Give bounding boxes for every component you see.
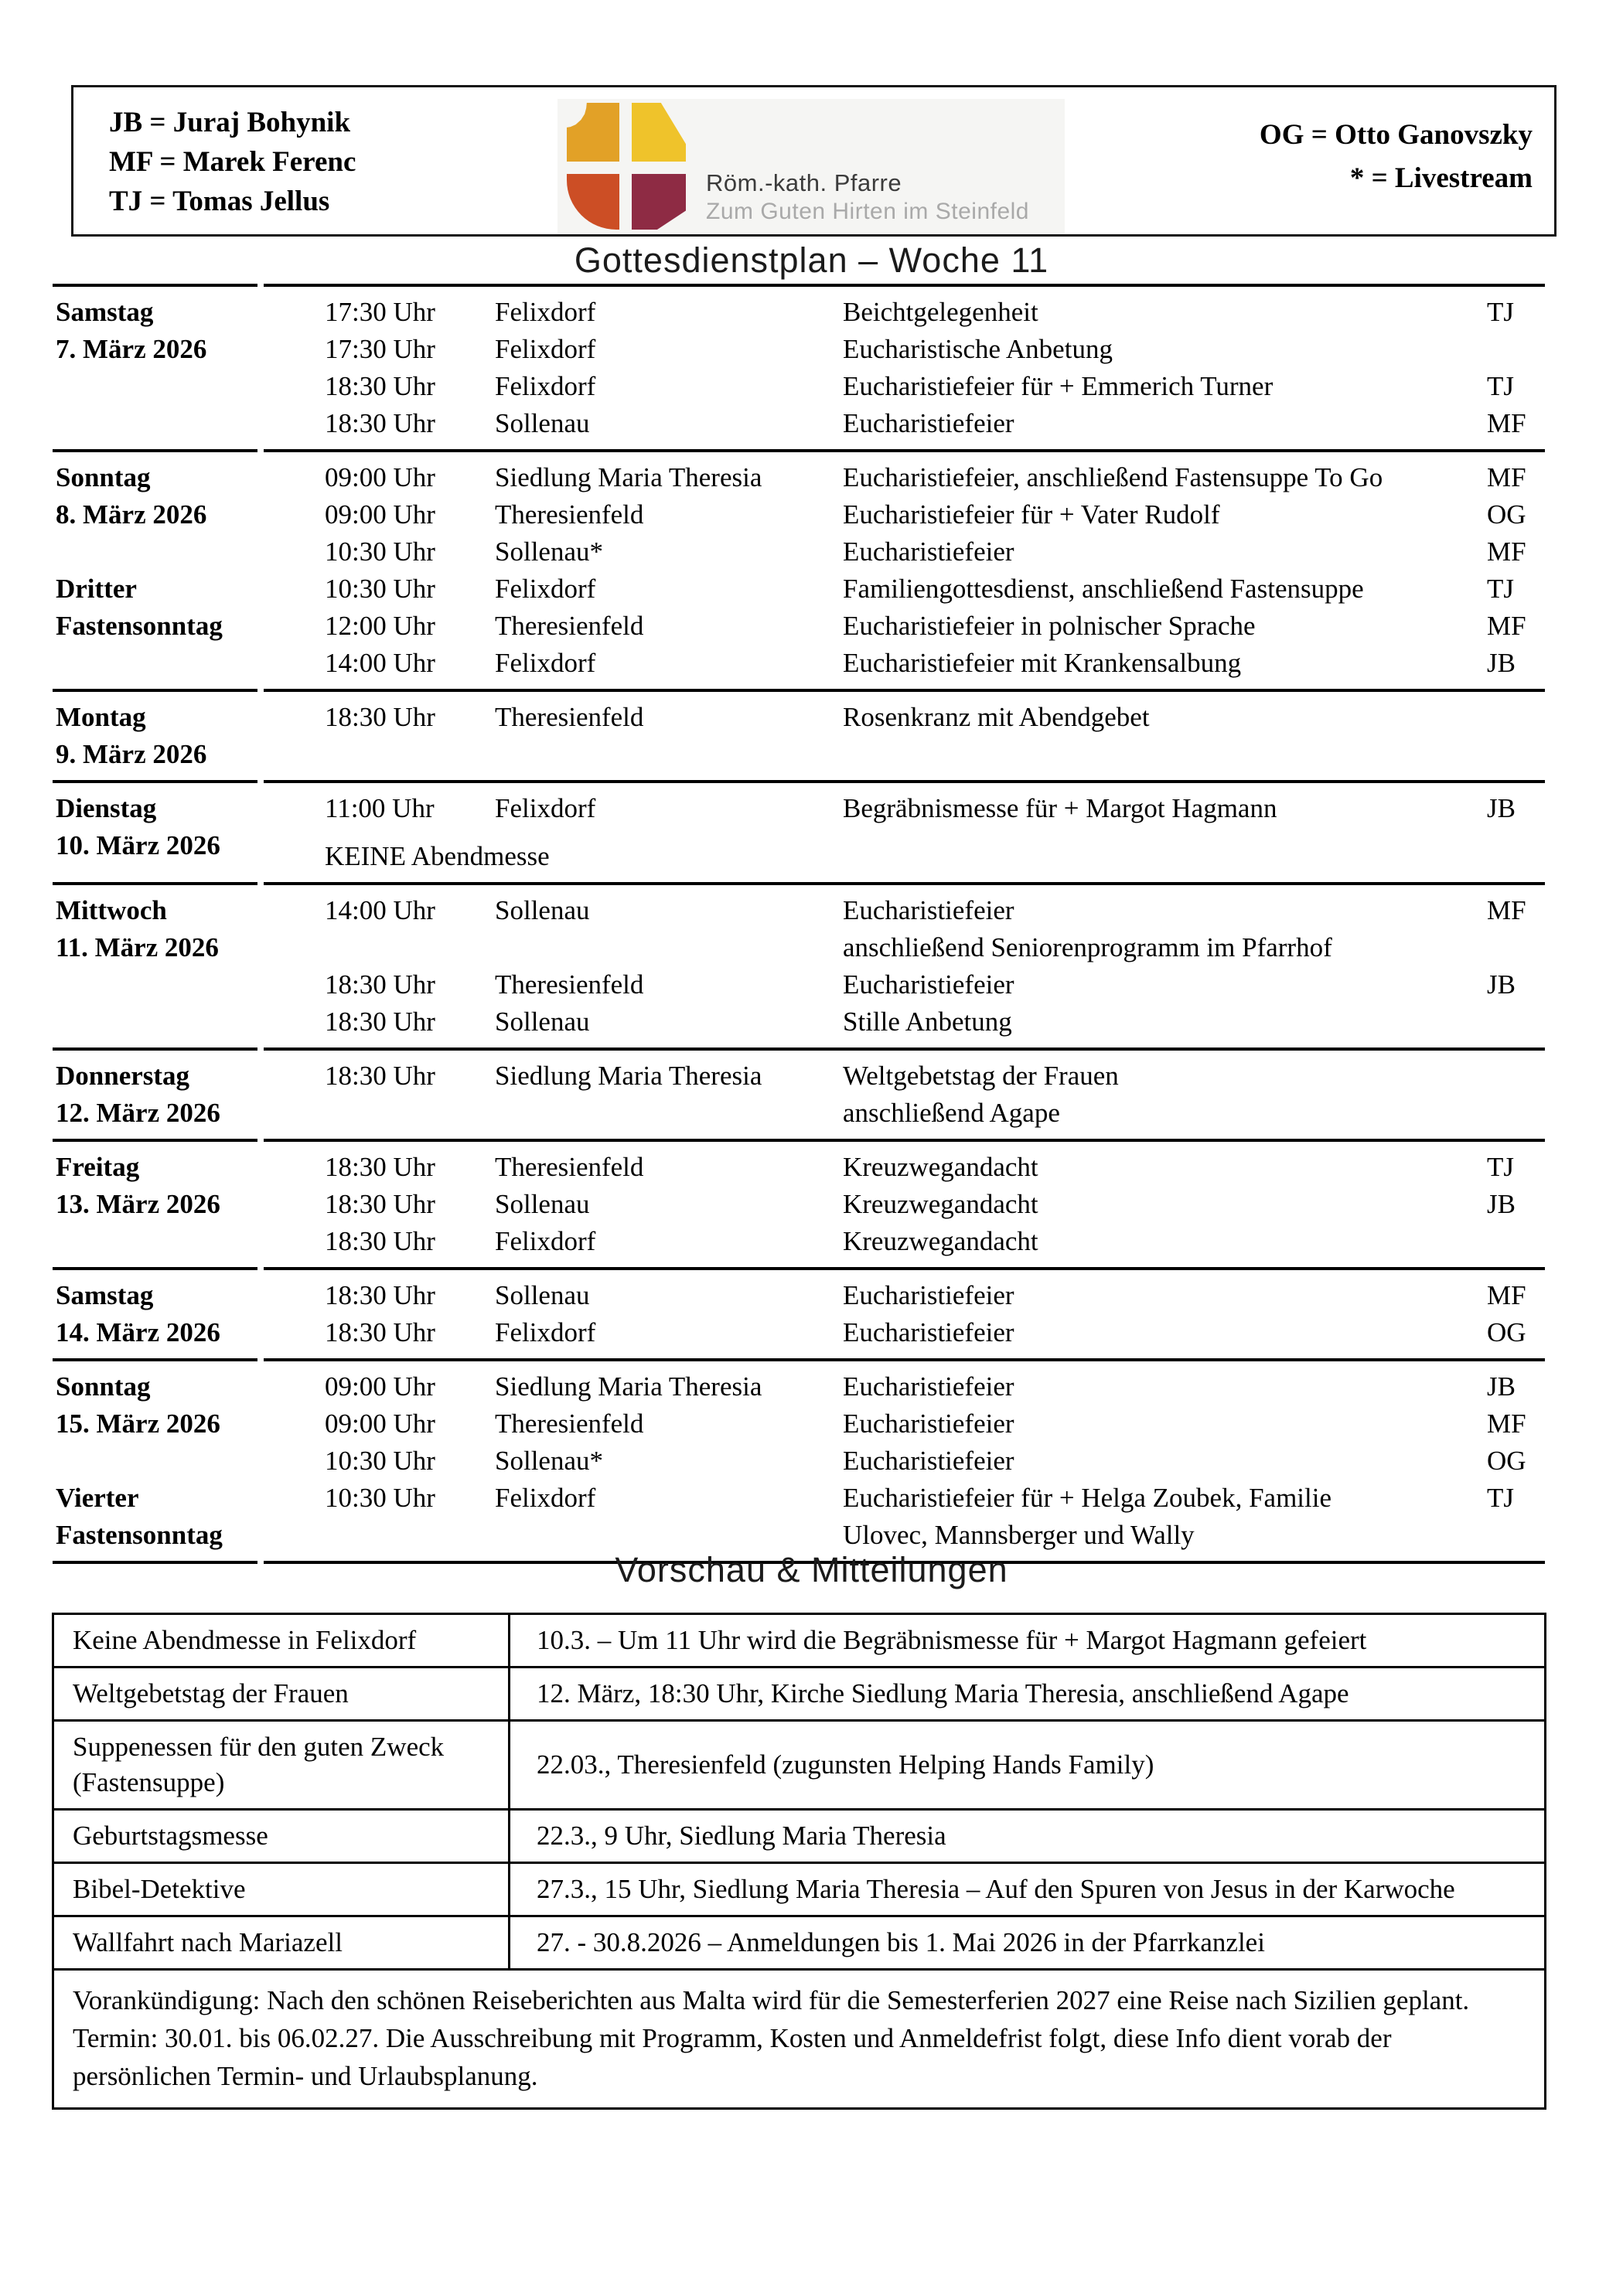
event-description: Kreuzwegandacht: [843, 1226, 1038, 1256]
events-cell: [264, 882, 1545, 1048]
event-row: [264, 459, 1545, 496]
event-time: [264, 1095, 495, 1132]
event-time: [264, 929, 495, 966]
schedule-day-section: [53, 284, 1545, 449]
event-celebrant: TJ: [1487, 1152, 1514, 1182]
events-cell: [264, 1358, 1545, 1561]
day-label: [56, 533, 257, 571]
event-location: Sollenau: [495, 1280, 590, 1310]
event-description: Kreuzwegandacht: [843, 1152, 1038, 1182]
event-note: KEINE Abendmesse: [325, 841, 550, 871]
event-location: Theresienfeld: [495, 611, 644, 641]
events-cell: [264, 284, 1545, 449]
announcement-row: [54, 1864, 1544, 1917]
announcement-topic: Wallfahrt nach Mariazell: [54, 1917, 510, 1968]
event-time: 18:30 Uhr: [325, 408, 435, 438]
legend-entry: MF = Marek Ferenc: [109, 146, 356, 178]
event-description: Rosenkranz mit Abendgebet: [843, 702, 1150, 732]
announcement-row: [54, 1917, 1544, 1971]
day-cell: [53, 689, 257, 780]
event-description: Eucharistiefeier für + Vater Rudolf: [843, 499, 1220, 530]
event-time: 18:30 Uhr: [325, 969, 435, 1000]
schedule-day-section: [53, 1139, 1545, 1267]
service-schedule-table: [53, 284, 1545, 1561]
announcement-topic: Bibel-Detektive: [54, 1864, 510, 1915]
event-location: Felixdorf: [495, 297, 596, 327]
event-time: 10:30 Uhr: [325, 1446, 435, 1476]
events-cell: [264, 1139, 1545, 1267]
day-label: Mittwoch: [56, 895, 167, 925]
event-time: 18:30 Uhr: [325, 1317, 435, 1347]
event-time: 18:30 Uhr: [325, 371, 435, 401]
event-celebrant: [1487, 1223, 1545, 1260]
announcements-title: Vorschau & Mitteilungen: [615, 1550, 1008, 1589]
day-cell: [53, 780, 257, 882]
event-description: Stille Anbetung: [843, 1007, 1012, 1037]
event-celebrant: OG: [1487, 1317, 1526, 1347]
event-row: [264, 1149, 1545, 1186]
event-description: Eucharistische Anbetung: [843, 334, 1113, 364]
event-description: Eucharistiefeier: [843, 537, 1014, 567]
event-celebrant: JB: [1487, 793, 1516, 823]
event-row: [264, 331, 1545, 368]
announcement-details: 27. - 30.8.2026 – Anmeldungen bis 1. Mai 2026 in der Pfarrkanzlei: [537, 1927, 1265, 1957]
day-cell: [53, 1267, 257, 1358]
event-description: Eucharistiefeier: [843, 969, 1014, 1000]
day-label: 15. März 2026: [56, 1409, 220, 1439]
event-celebrant: TJ: [1487, 371, 1514, 401]
day-label: Fastensonntag: [56, 1520, 223, 1550]
event-description: Eucharistiefeier: [843, 1409, 1014, 1439]
event-time: 12:00 Uhr: [325, 611, 435, 641]
announcement-details: 12. März, 18:30 Uhr, Kirche Siedlung Maria Theresia, anschließend Agape: [537, 1678, 1349, 1708]
announcement-details: 22.3., 9 Uhr, Siedlung Maria Theresia: [537, 1821, 946, 1851]
day-label: Fastensonntag: [56, 611, 223, 641]
event-location: Theresienfeld: [495, 702, 644, 732]
event-location: Sollenau*: [495, 1446, 603, 1476]
event-location: Theresienfeld: [495, 1152, 644, 1182]
event-time: 10:30 Uhr: [325, 537, 435, 567]
event-location: Theresienfeld: [495, 969, 644, 1000]
event-description: anschließend Agape: [843, 1098, 1060, 1128]
event-row: [264, 1443, 1545, 1480]
event-row: [264, 405, 1545, 442]
event-celebrant: OG: [1487, 1446, 1526, 1476]
event-location: Felixdorf: [495, 371, 596, 401]
event-location: Siedlung Maria Theresia: [495, 462, 762, 492]
day-label: 9. März 2026: [56, 739, 207, 769]
event-celebrant: MF: [1487, 1409, 1526, 1439]
event-row: [264, 1517, 1545, 1554]
event-celebrant: MF: [1487, 895, 1526, 925]
announcement-details: 10.3. – Um 11 Uhr wird die Begräbnismesse für + Margot Hagmann gefeiert: [537, 1625, 1367, 1655]
event-celebrant: [1487, 1058, 1545, 1095]
day-label: 8. März 2026: [56, 499, 207, 530]
event-celebrant: JB: [1487, 969, 1516, 1000]
day-label: Sonntag: [56, 462, 151, 492]
event-row: [264, 699, 1545, 736]
event-celebrant: [1487, 699, 1545, 736]
event-description: Eucharistiefeier für + Emmerich Turner: [843, 371, 1274, 401]
day-label: Samstag: [56, 1280, 154, 1310]
event-celebrant: JB: [1487, 648, 1516, 678]
event-time: 18:30 Uhr: [325, 1189, 435, 1219]
event-row: [264, 1277, 1545, 1314]
schedule-day-section: [53, 1048, 1545, 1139]
event-row: [264, 496, 1545, 533]
events-cell: [264, 1267, 1545, 1358]
event-location: Theresienfeld: [495, 1409, 644, 1439]
event-time: 18:30 Uhr: [325, 1226, 435, 1256]
event-location: Felixdorf: [495, 574, 596, 604]
event-row: [264, 1405, 1545, 1443]
event-location: Felixdorf: [495, 334, 596, 364]
event-location: Sollenau: [495, 408, 590, 438]
day-label: Freitag: [56, 1152, 140, 1182]
event-location: [495, 929, 843, 966]
event-row: [264, 790, 1545, 827]
event-celebrant: MF: [1487, 1280, 1526, 1310]
event-row: [264, 1223, 1545, 1260]
day-cell: [53, 284, 257, 449]
parish-logo-text: [706, 169, 1029, 226]
event-celebrant: MF: [1487, 537, 1526, 567]
event-location: Sollenau: [495, 895, 590, 925]
announcement-topic: Weltgebetstag der Frauen: [54, 1668, 510, 1719]
logo-quadrant-bottom-left: [567, 174, 619, 230]
event-time: 09:00 Uhr: [325, 499, 435, 530]
event-description: Eucharistiefeier für + Helga Zoubek, Familie: [843, 1483, 1331, 1513]
parish-name: Röm.-kath. Pfarre: [706, 169, 902, 196]
day-cell: [53, 1048, 257, 1139]
announcement-row: [54, 1811, 1544, 1864]
event-description: anschließend Seniorenprogramm im Pfarrhof: [843, 932, 1332, 962]
event-celebrant: JB: [1487, 1371, 1516, 1402]
celebrant-legend-right: [1260, 114, 1533, 200]
event-description: Eucharistiefeier mit Krankensalbung: [843, 648, 1242, 678]
event-time: 11:00 Uhr: [325, 793, 435, 823]
event-time: 17:30 Uhr: [325, 334, 435, 364]
schedule-day-section: [53, 449, 1545, 689]
event-description: Eucharistiefeier: [843, 1446, 1014, 1476]
event-time: 10:30 Uhr: [325, 574, 435, 604]
day-cell: [53, 1139, 257, 1267]
day-label: 10. März 2026: [56, 830, 220, 860]
event-location: Felixdorf: [495, 793, 596, 823]
announcement-topic: Suppenessen für den guten Zweck (Fastensuppe): [54, 1722, 510, 1808]
event-location: Sollenau*: [495, 537, 603, 567]
event-description: Ulovec, Mannsberger und Wally: [843, 1520, 1195, 1550]
day-label: Sonntag: [56, 1371, 151, 1402]
day-label: Dienstag: [56, 793, 157, 823]
event-location: [495, 1095, 843, 1132]
event-celebrant: [1487, 929, 1545, 966]
announcement-details: 22.03., Theresienfeld (zugunsten Helping Hands Family): [537, 1749, 1154, 1780]
event-row: [264, 929, 1545, 966]
event-row: [264, 1095, 1545, 1132]
event-celebrant: MF: [1487, 462, 1526, 492]
event-description: Eucharistiefeier: [843, 408, 1014, 438]
event-row: [264, 1314, 1545, 1351]
event-time: 18:30 Uhr: [325, 1061, 435, 1091]
event-row: [264, 608, 1545, 645]
event-row: [264, 1480, 1545, 1517]
day-cell: [53, 449, 257, 689]
event-time: 18:30 Uhr: [325, 702, 435, 732]
event-description: Eucharistiefeier: [843, 1280, 1014, 1310]
event-celebrant: [1487, 331, 1545, 368]
event-time: 09:00 Uhr: [325, 462, 435, 492]
announcements-table: [52, 1613, 1546, 2110]
event-location: Felixdorf: [495, 1483, 596, 1513]
schedule-day-section: [53, 1358, 1545, 1561]
event-row: [264, 1058, 1545, 1095]
announcement-notice: Vorankündigung: Nach den schönen Reiseberichten aus Malta wird für die Semesterferien 2027 eine Reise nach Sizilien geplant. Termin: 30.01. bis 06.02.27. Die Ausschreibung mit Programm, Kosten und Anmeldefrist folgt, diese Info dient vorab der persönlichen Termin- und Urlaubsplanung.: [73, 1985, 1470, 2091]
event-time: 09:00 Uhr: [325, 1409, 435, 1439]
schedule-day-section: [53, 1267, 1545, 1358]
day-label: Dritter: [56, 574, 137, 604]
schedule-day-section: [53, 882, 1545, 1048]
event-description: Eucharistiefeier in polnischer Sprache: [843, 611, 1256, 641]
day-label: 13. März 2026: [56, 1189, 220, 1219]
event-celebrant: [1487, 1003, 1545, 1041]
event-time: 10:30 Uhr: [325, 1483, 435, 1513]
event-location: Felixdorf: [495, 1226, 596, 1256]
event-location: Sollenau: [495, 1189, 590, 1219]
event-time: [264, 1517, 495, 1554]
event-location: [495, 1517, 843, 1554]
event-time: 14:00 Uhr: [325, 648, 435, 678]
legend-entry: TJ = Tomas Jellus: [109, 186, 330, 217]
event-row: [264, 1186, 1545, 1223]
event-celebrant: [1487, 1517, 1545, 1554]
event-description: Eucharistiefeier: [843, 1371, 1014, 1402]
schedule-title: Gottesdienstplan – Woche 11: [574, 240, 1049, 280]
legend-entry: * = Livestream: [1349, 162, 1533, 194]
day-label: [56, 1443, 257, 1480]
parish-logo-cross-icon: [567, 103, 686, 230]
event-description: Eucharistiefeier, anschließend Fastensuppe To Go: [843, 462, 1383, 492]
events-cell: [264, 449, 1545, 689]
event-description: Eucharistiefeier: [843, 1317, 1014, 1347]
event-celebrant: OG: [1487, 499, 1526, 530]
event-celebrant: TJ: [1487, 1483, 1514, 1513]
event-description: Eucharistiefeier: [843, 895, 1014, 925]
event-row: [264, 1368, 1545, 1405]
schedule-day-section: [53, 689, 1545, 780]
events-cell: [264, 1048, 1545, 1139]
event-location: Siedlung Maria Theresia: [495, 1371, 762, 1402]
day-label: Donnerstag: [56, 1061, 190, 1091]
event-location: Felixdorf: [495, 648, 596, 678]
event-celebrant: MF: [1487, 611, 1526, 641]
event-location: Theresienfeld: [495, 499, 644, 530]
event-time: 18:30 Uhr: [325, 1280, 435, 1310]
event-celebrant: TJ: [1487, 297, 1514, 327]
day-label: 14. März 2026: [56, 1317, 220, 1347]
day-label: 7. März 2026: [56, 334, 207, 364]
logo-quadrant-top-right: [632, 103, 686, 162]
logo-quadrant-top-left: [567, 103, 619, 162]
legend-entry: JB = Juraj Bohynik: [109, 107, 351, 138]
parish-logo: [557, 99, 1065, 234]
event-time: 18:30 Uhr: [325, 1152, 435, 1182]
day-label: Vierter: [56, 1483, 139, 1513]
events-cell: [264, 780, 1545, 882]
day-cell: [53, 882, 257, 1048]
announcement-row: [54, 1615, 1544, 1668]
event-time: 18:30 Uhr: [325, 1007, 435, 1037]
events-cell: [264, 689, 1545, 780]
announcement-details: 27.3., 15 Uhr, Siedlung Maria Theresia – Auf den Spuren von Jesus in der Karwoche: [537, 1874, 1455, 1904]
announcement-row: [54, 1722, 1544, 1811]
event-description: Beichtgelegenheit: [843, 297, 1038, 327]
day-cell: [53, 1358, 257, 1561]
celebrant-legend-left: [109, 103, 356, 221]
legend-entry: OG = Otto Ganovszky: [1259, 119, 1533, 151]
event-description: Begräbnismesse für + Margot Hagmann: [843, 793, 1277, 823]
day-label: Samstag: [56, 297, 154, 327]
event-row: [264, 1003, 1545, 1041]
event-location: Siedlung Maria Theresia: [495, 1061, 762, 1091]
event-time: 17:30 Uhr: [325, 297, 435, 327]
event-row: [264, 571, 1545, 608]
logo-quadrant-bottom-right: [632, 174, 686, 230]
event-celebrant: [1487, 1095, 1545, 1132]
event-location: Sollenau: [495, 1007, 590, 1037]
day-label: 11. März 2026: [56, 932, 219, 962]
event-row: [264, 645, 1545, 682]
parish-subtitle: Zum Guten Hirten im Steinfeld: [706, 199, 1029, 224]
announcement-row: [54, 1668, 1544, 1722]
announcement-topic: Keine Abendmesse in Felixdorf: [54, 1615, 510, 1666]
announcement-topic: Geburtstagsmesse: [54, 1811, 510, 1862]
schedule-day-section: [53, 780, 1545, 882]
event-location: Felixdorf: [495, 1317, 596, 1347]
event-row: [264, 368, 1545, 405]
event-row: [264, 892, 1545, 929]
event-time: 14:00 Uhr: [325, 895, 435, 925]
event-celebrant: TJ: [1487, 574, 1514, 604]
event-celebrant: MF: [1487, 408, 1526, 438]
day-label: Montag: [56, 702, 146, 732]
event-description: Kreuzwegandacht: [843, 1189, 1038, 1219]
event-time: 09:00 Uhr: [325, 1371, 435, 1402]
event-description: Familiengottesdienst, anschließend Fastensuppe: [843, 574, 1364, 604]
event-celebrant: JB: [1487, 1189, 1516, 1219]
event-row: [264, 533, 1545, 571]
day-label: 12. März 2026: [56, 1098, 220, 1128]
header-box: [71, 85, 1557, 237]
event-row: [264, 966, 1545, 1003]
event-description: Weltgebetstag der Frauen: [843, 1061, 1119, 1091]
event-row: [264, 294, 1545, 331]
